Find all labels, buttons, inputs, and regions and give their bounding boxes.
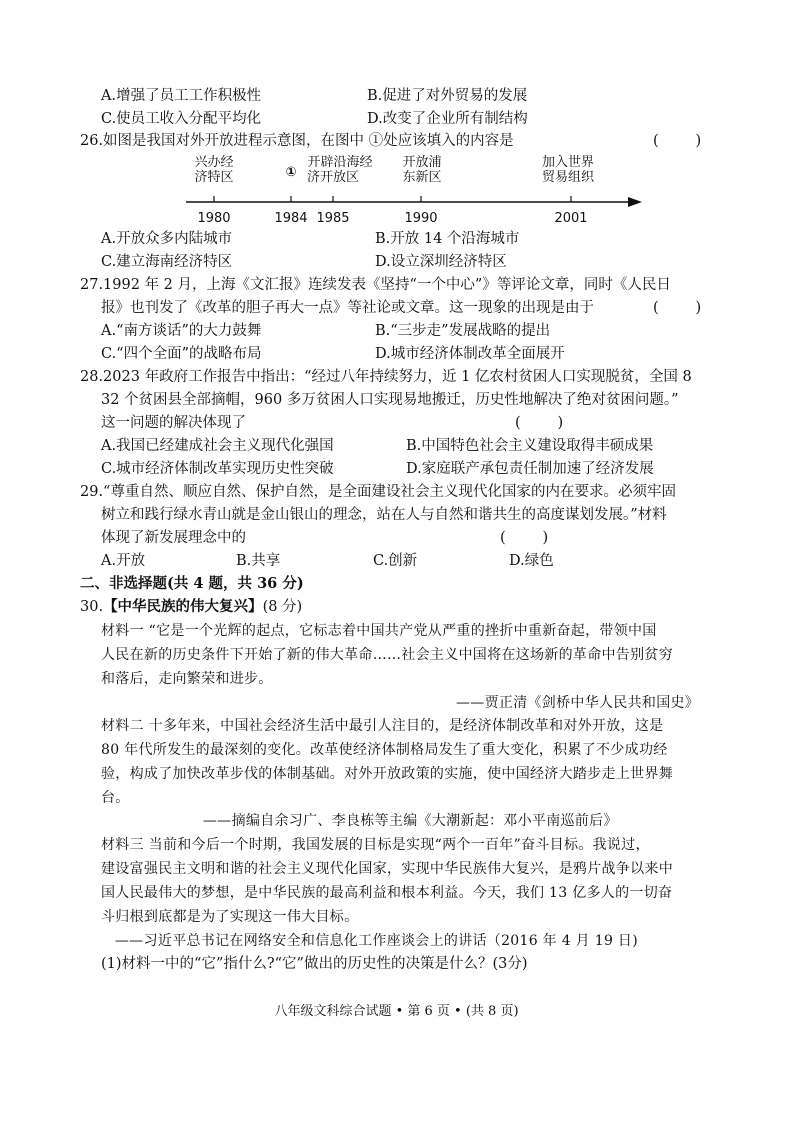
q26-timeline <box>0 150 793 230</box>
year-1985: 1985 <box>316 211 350 226</box>
q25-option-c: C.使员工收入分配平均化 <box>101 111 262 127</box>
material-3-line1: 材料三 当前和今后一个时期，我国发展的目标是实现“两个一百年”奋斗目标。我说过， <box>101 837 650 853</box>
event-5-line2: 贸易组织 <box>541 170 595 185</box>
material-3-line3: 国人民最伟大的梦想，是中华民族的最高利益和根本利益。今天，我们 13 亿多人的一切奋 <box>101 885 673 901</box>
q29-answer-paren: ( ) <box>500 530 549 546</box>
year-1990: 1990 <box>404 211 438 226</box>
q29-option-b: B.共享 <box>236 553 281 569</box>
q28-option-a: A.我国已经建成社会主义现代化强国 <box>101 438 334 454</box>
section-2-title: 二、非选择题(共 4 题，共 36 分) <box>80 575 304 592</box>
event-1-line1: 兴办经 <box>194 155 234 170</box>
event-2-marker: ① <box>285 165 297 180</box>
material-1-line3: 和落后，走向繁荣和进步。 <box>101 671 273 687</box>
q26-stem: 26.如图是我国对外开放进程示意图，在图中 ①处应该填入的内容是 <box>80 133 514 149</box>
material-2-line1: 材料二 十多年来，中国社会经济生活中最引人注目的，是经济体制改革和对外开放，这是 <box>101 718 664 734</box>
q26-option-b: B.开放 14 个沿海城市 <box>375 231 520 247</box>
q28-stem-line2: 32 个贫困县全部摘帽，960 多万贫困人口实现易地搬迁，历史性地解决了绝对贫困问题。” <box>101 392 679 408</box>
q29-stem-line2: 树立和践行绿水青山就是金山银山的理念，站在人与自然和谐共生的高度谋划发展。”材料 <box>101 507 667 523</box>
event-3-line2: 济开放区 <box>306 170 360 185</box>
year-1984: 1984 <box>274 211 308 226</box>
year-1980: 1980 <box>197 211 231 226</box>
event-1-line2: 济特区 <box>194 170 234 185</box>
q25-option-d: D.改变了企业所有制结构 <box>367 111 528 127</box>
q29-option-a: A.开放 <box>101 553 146 569</box>
q30-title: 【中华民族的伟大复兴】 <box>103 598 263 615</box>
q25-option-b: B.促进了对外贸易的发展 <box>367 88 528 104</box>
q25-option-a: A.增强了员工工作积极性 <box>101 88 262 104</box>
material-3-line4: 斗归根到底都是为了实现这一伟大目标。 <box>101 909 359 925</box>
material-2-line2: 80 年代所发生的最深刻的变化。改革使经济体制格局发生了重大变化，积累了不少成功经 <box>101 742 668 758</box>
q28-stem-line3: 这一问题的解决体现了 <box>101 415 246 431</box>
q28-option-c: C.城市经济体制改革实现历史性突破 <box>101 461 334 477</box>
q27-option-c: C.“四个全面”的战略布局 <box>101 346 262 362</box>
q27-option-d: D.城市经济体制改革全面展开 <box>375 346 565 362</box>
q30-score: (8 分) <box>262 599 303 615</box>
material-2-source: ——摘编自余习广、李良栋等主编《大潮新起：邓小平南巡前后》 <box>203 813 618 829</box>
page-footer: 八年级文科综合试题 • 第 6 页 • (共 8 页) <box>274 1004 519 1019</box>
event-4-line1: 开放浦 <box>402 155 442 170</box>
q27-option-a: A.“南方谈话”的大力鼓舞 <box>101 323 262 339</box>
material-1-line1: 材料一 “它是一个光辉的起点，它标志着中国共产党从严重的挫折中重新奋起，带领中国 <box>101 623 657 639</box>
q29-stem-line3: 体现了新发展理念中的 <box>101 530 246 546</box>
material-2-line4: 台。 <box>101 790 130 806</box>
q29-option-c: C.创新 <box>373 553 418 569</box>
year-2001: 2001 <box>554 211 588 226</box>
q27-stem-line2: 报》也刊发了《改革的胆子再大一点》等社论或文章。这一现象的出现是由于 <box>101 300 594 316</box>
q29-option-d: D.绿色 <box>509 553 554 569</box>
material-3-line2: 建设富强民主文明和谐的社会主义现代化国家，实现中华民族伟大复兴，是鸦片战争以来中 <box>101 861 673 877</box>
q30-sub-question-1: (1)材料一中的“它”指什么?“它”做出的历史性的决策是什么？(3分) <box>101 956 528 972</box>
event-5-line1: 加入世界 <box>541 155 595 170</box>
q26-option-a: A.开放众多内陆城市 <box>101 231 233 247</box>
q29-stem-line1: 29.“尊重自然、顺应自然、保护自然，是全面建设社会主义现代化国家的内在要求。必须牢固 <box>80 484 676 500</box>
q28-option-b: B.中国特色社会主义建设取得丰硕成果 <box>406 438 654 454</box>
material-2-line3: 验，构成了加快改革步伐的体制基础。对外开放政策的实施，使中国经济大踏步走上世界舞 <box>101 766 673 782</box>
material-1-source: ——贾正清《剑桥中华人民共和国史》 <box>456 695 700 711</box>
q28-answer-paren: ( ) <box>515 415 564 431</box>
q28-stem-line1: 28.2023 年政府工作报告中指出：“经过八年持续努力，近 1 亿农村贫困人口实现脱贫，全国 8 <box>80 369 692 385</box>
q27-stem-line1: 27.1992 年 2 月，上海《文汇报》连续发表《坚持“一个中心”》等评论文章，同时《人民日 <box>80 277 671 293</box>
event-3-line1: 开辟沿海经 <box>307 155 373 170</box>
q27-answer-paren: ( ) <box>653 300 702 316</box>
q27-option-b: B.“三步走”发展战略的提出 <box>375 323 551 339</box>
q26-option-d: D.设立深圳经济特区 <box>375 254 507 270</box>
q30-number: 30. <box>80 599 104 615</box>
material-1-line2: 人民在新的历史条件下开始了新的伟大革命……社会主义中国将在这场新的革命中告别贫穷 <box>101 647 673 663</box>
q28-option-d: D.家庭联产承包责任制加速了经济发展 <box>406 461 654 477</box>
event-4-line2: 东新区 <box>402 170 442 185</box>
q26-option-c: C.建立海南经济特区 <box>101 254 233 270</box>
q26-answer-paren: ( ) <box>653 133 702 149</box>
q30-header <box>80 597 302 617</box>
material-3-source: ——习近平总书记在网络安全和信息化工作座谈会上的讲话（2016 年 4 月 19 日) <box>115 933 638 949</box>
